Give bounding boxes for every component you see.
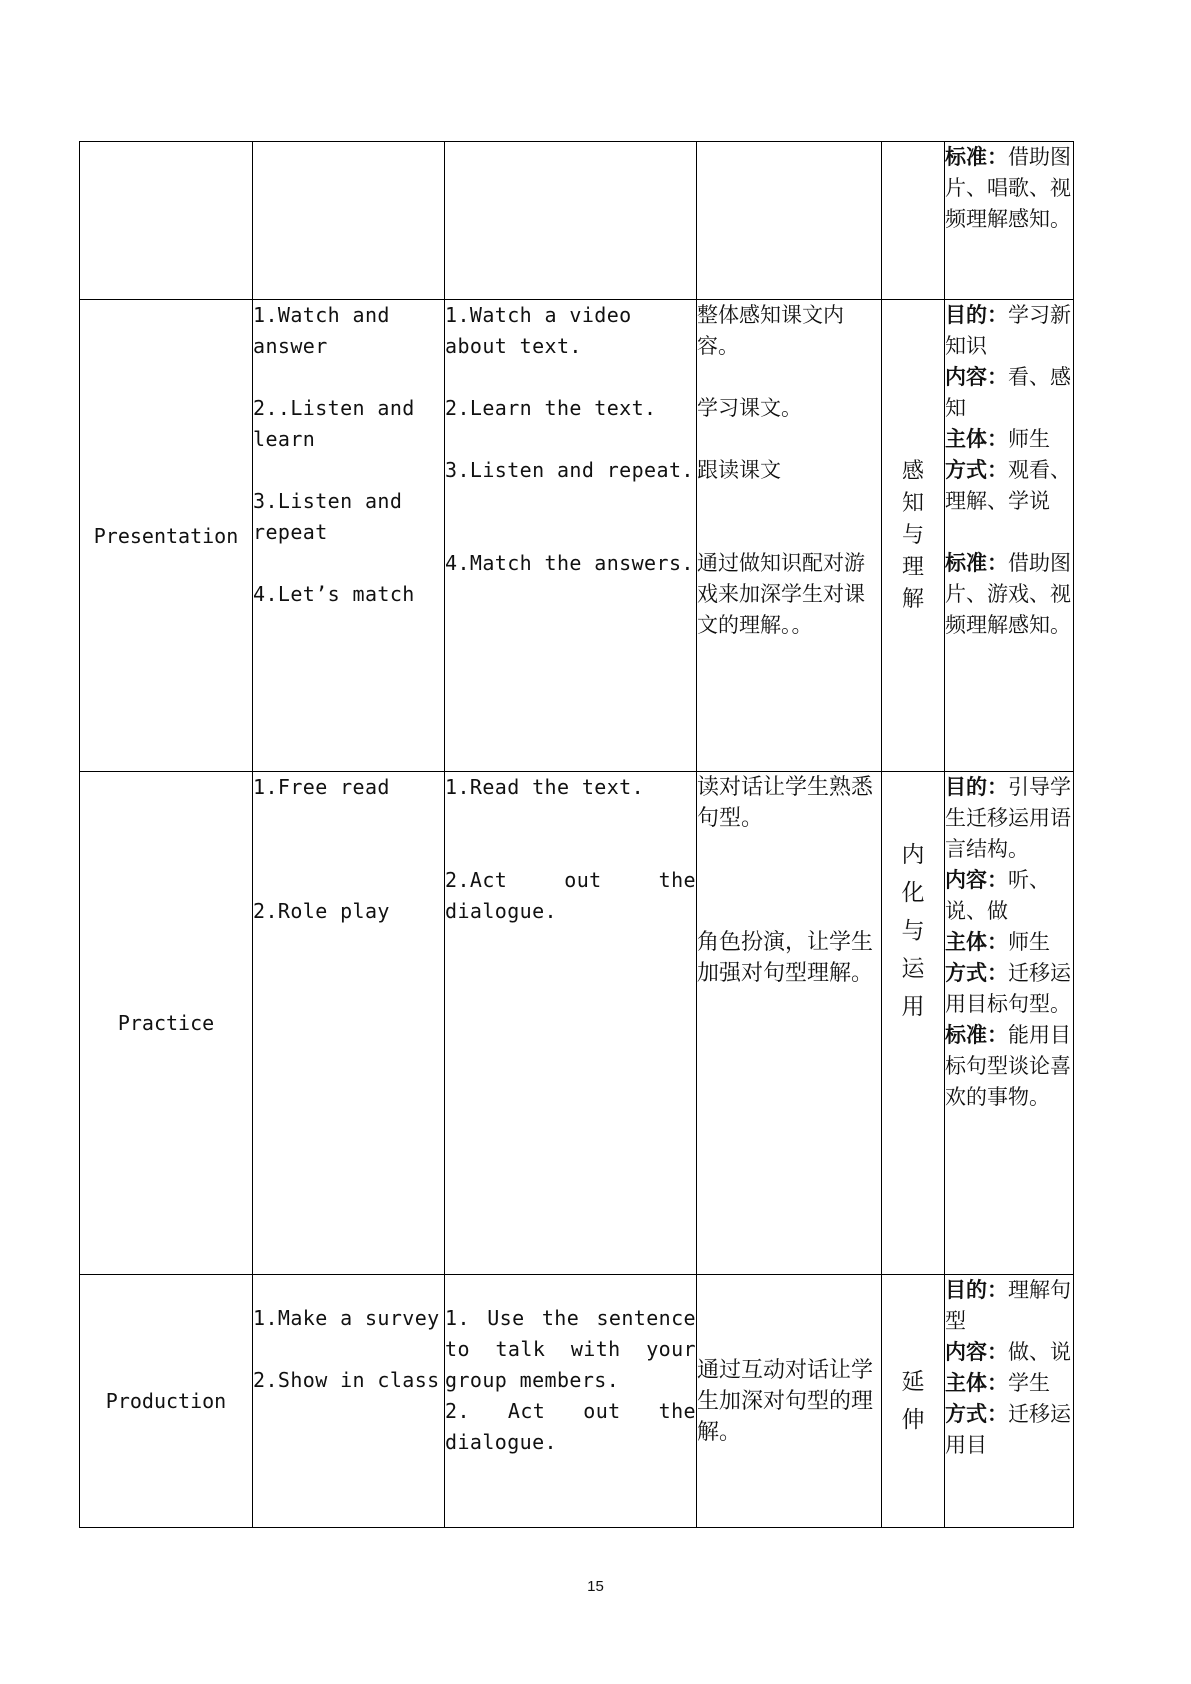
eval-key: 方式： — [945, 1402, 1008, 1426]
eval-text: 借助图片、游戏、视频理解感知。 — [945, 551, 1071, 637]
task-item: 2.Act out the dialogue. — [445, 868, 696, 923]
table-row — [80, 772, 1074, 1275]
category-char: 延 — [901, 1369, 925, 1395]
category-char: 用 — [901, 994, 925, 1020]
task-item: 2.Learn the text. — [445, 396, 657, 420]
task-item: 1.Read the text. — [445, 775, 645, 799]
category-char: 解 — [901, 586, 924, 612]
category-cell — [882, 142, 945, 300]
category-cell — [882, 772, 945, 1275]
category-char: 知 — [901, 490, 924, 516]
intent-item: 跟读课文 — [697, 458, 781, 482]
eval-text: 学生 — [1008, 1371, 1050, 1395]
activity-cell — [253, 142, 445, 300]
category-char: 化 — [901, 880, 925, 906]
evaluation-cell — [945, 772, 1074, 1275]
eval-text: 观看、理解、学说 — [945, 458, 1071, 513]
intent-cell — [697, 772, 882, 1275]
eval-key: 标准： — [945, 1023, 1008, 1047]
task-item: 2. Act out the dialogue. — [445, 1399, 696, 1454]
evaluation-cell — [945, 142, 1074, 300]
eval-key: 主体： — [945, 1371, 1008, 1395]
table-row — [80, 142, 1074, 300]
task-item: 1.Watch a video about text. — [445, 303, 645, 358]
stage-cell — [80, 142, 253, 300]
activity-cell — [253, 772, 445, 1275]
intent-item: 整体感知课文内容。 — [697, 303, 844, 358]
eval-text: 借助图片、唱歌、视频理解感知。 — [945, 145, 1071, 231]
task-cell — [445, 300, 697, 772]
category-char: 内 — [901, 842, 925, 868]
evaluation-cell — [945, 1275, 1074, 1528]
stage-cell — [80, 1275, 253, 1528]
activity-item: 2.Show in class — [253, 1368, 440, 1392]
intent-cell — [697, 300, 882, 772]
activity-item: 3.Listen and repeat — [253, 489, 415, 544]
category-char: 与 — [901, 522, 924, 548]
intent-item: 读对话让学生熟悉句型。 — [697, 775, 874, 831]
eval-key: 内容： — [945, 365, 1008, 389]
table-row — [80, 300, 1074, 772]
eval-text: 引导学生迁移运用语言结构。 — [945, 775, 1071, 861]
eval-key: 内容： — [945, 1340, 1008, 1364]
category-char: 感 — [901, 458, 924, 484]
activity-item: 1.Watch and answer — [253, 303, 403, 358]
intent-cell — [697, 1275, 882, 1528]
eval-text: 看、感知 — [945, 365, 1071, 420]
eval-text: 能用目标句型谈论喜欢的事物。 — [945, 1023, 1071, 1109]
eval-text: 学习新知识 — [945, 303, 1071, 358]
activity-item: 2.Role play — [253, 899, 390, 923]
stage-label: Production — [105, 1389, 227, 1413]
category-cell — [882, 1275, 945, 1528]
eval-key: 标准： — [945, 551, 1008, 575]
activity-cell — [253, 1275, 445, 1528]
intent-item: 学习课文。 — [697, 396, 802, 420]
task-item: 3.Listen and repeat. — [445, 458, 694, 482]
lesson-plan-table — [79, 141, 1074, 1528]
eval-text: 迁移运用目 — [945, 1402, 1071, 1457]
eval-key: 内容： — [945, 868, 1008, 892]
category-char: 理 — [901, 554, 924, 580]
activity-item: 2..Listen and learn — [253, 396, 428, 451]
activity-item: 4.Let’s match — [253, 582, 415, 606]
eval-text: 迁移运用目标句型。 — [945, 961, 1071, 1016]
category-char: 与 — [901, 918, 925, 944]
eval-key: 主体： — [945, 930, 1008, 954]
activity-item: 1.Make a survey — [253, 1306, 440, 1330]
task-cell — [445, 142, 697, 300]
stage-cell — [80, 772, 253, 1275]
intent-item: 通过互动对话让学生加深对句型的理解。 — [697, 1357, 874, 1445]
activity-item: 1.Free read — [253, 775, 390, 799]
table-row — [80, 1275, 1074, 1528]
stage-cell — [80, 300, 253, 772]
task-cell — [445, 1275, 697, 1528]
task-cell — [445, 772, 697, 1275]
stage-label: Presentation — [93, 523, 239, 548]
category-char: 伸 — [901, 1407, 925, 1433]
activity-cell — [253, 300, 445, 772]
category-cell — [882, 300, 945, 772]
intent-cell — [697, 142, 882, 300]
evaluation-cell — [945, 300, 1074, 772]
eval-text: 做、说 — [1008, 1340, 1071, 1364]
eval-text: 师生 — [1008, 930, 1050, 954]
eval-key: 目的： — [945, 1278, 1008, 1302]
eval-text: 听、说、做 — [945, 868, 1050, 923]
task-item: 1. Use the sentence to talk with your group members. — [445, 1306, 696, 1392]
eval-key: 目的： — [945, 303, 1008, 327]
eval-key: 主体： — [945, 427, 1008, 451]
task-item: 4.Match the answers. — [445, 551, 694, 575]
intent-item: 角色扮演，让学生加强对句型理解。 — [697, 930, 874, 986]
eval-key: 方式： — [945, 458, 1008, 482]
eval-key: 方式： — [945, 961, 1008, 985]
eval-key: 标准： — [945, 145, 1008, 169]
eval-text: 师生 — [1008, 427, 1050, 451]
eval-key: 目的： — [945, 775, 1008, 799]
intent-item: 通过做知识配对游戏来加深学生对课文的理解。。 — [697, 551, 865, 637]
stage-label: Practice — [117, 1011, 215, 1035]
category-char: 运 — [901, 956, 925, 982]
page-number: 15 — [587, 1578, 604, 1595]
eval-text: 理解句型 — [945, 1278, 1071, 1333]
